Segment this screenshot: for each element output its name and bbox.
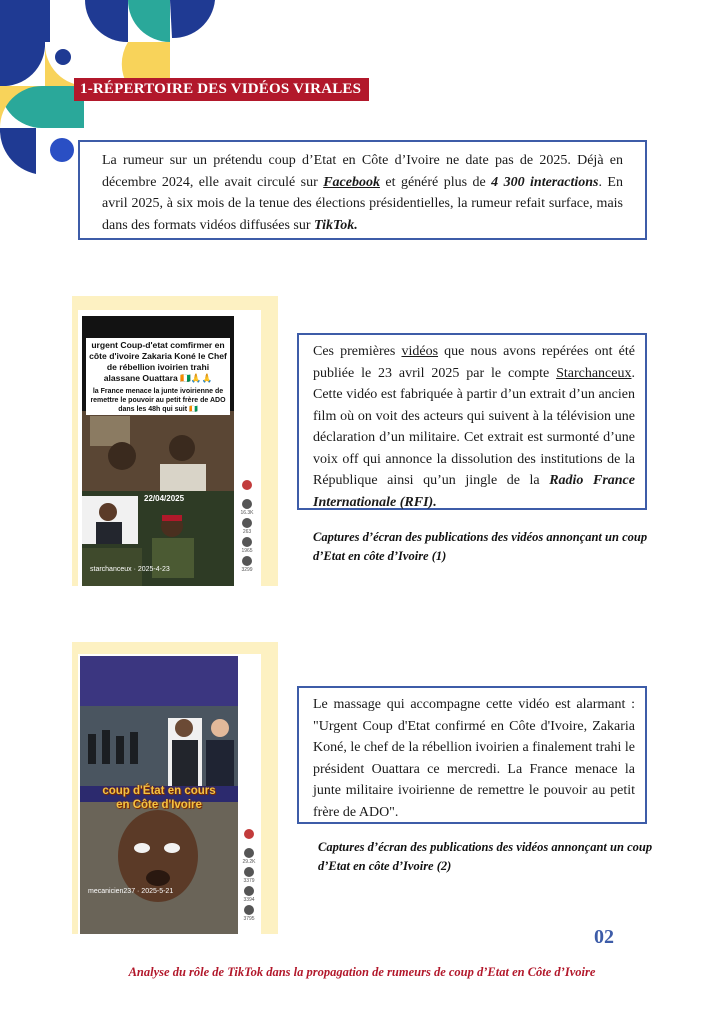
box2-text-3: . Cette vidéo est fabriquée à partir d’un extrait d’un ancien film où on voit des acteurs qui suivent à la télévision une déclaration d’un militaire. Cet extrait est surmonté d’une voix off qui annonce la dissolution des institutions de la République ainsi qu’un jingle de la bbox=[313, 365, 635, 488]
box2-text-2: que nous avons repérées ont été publiée le 23 avril 2025 par le compte bbox=[313, 344, 635, 381]
video-date: 22/04/2025 bbox=[144, 494, 185, 503]
like-count: 29.2K bbox=[242, 859, 256, 865]
account-name[interactable]: mecanicien237 · 2025-5-21 bbox=[88, 888, 174, 895]
video-frame bbox=[82, 316, 234, 586]
share-count: 3299 bbox=[241, 567, 253, 573]
account-link[interactable]: Starchanceux bbox=[556, 365, 632, 381]
page-footer: Analyse du rôle de TikTok dans la propagation de rumeurs de coup d’Etat en Côte d’Ivoire bbox=[128, 965, 596, 979]
video-headline: urgent Coup-d'etat comfirmer en côte d'ivoire Zakaria Koné le Chef de rébellion ivoirien trahi alassane Ouattara 🇨🇮🙏🙏 bbox=[86, 338, 230, 386]
interactions-count: 4 300 interactions bbox=[491, 174, 599, 190]
bookmark-count: 3394 bbox=[243, 897, 255, 903]
engagement-sidebar bbox=[239, 480, 255, 575]
video-overlay-text bbox=[80, 784, 238, 812]
tiktok-screenshot-2 bbox=[78, 654, 261, 934]
intro-text-2: et généré plus de bbox=[379, 174, 492, 190]
video-subheadline: la France menace la junte ivoirienne de remettre le pouvoir au petit frère de ADO dans les 48h qui suit 🇨🇮 bbox=[86, 386, 230, 415]
box2-text-1: Ces premières bbox=[313, 344, 402, 359]
caption-1: Captures d’écran des publications des vidéos annonçant un coup d’Etat en côte d’Ivoire (1) bbox=[313, 530, 648, 563]
bookmark-count: 1965 bbox=[241, 548, 253, 554]
comment-count: 3379 bbox=[243, 878, 255, 884]
avatar-icon[interactable] bbox=[244, 829, 254, 839]
heart-icon[interactable] bbox=[242, 499, 252, 509]
description-box-2: Le massage qui accompagne cette vidéo est alarmant : "Urgent Coup d'Etat confirmé en Côte d'Ivoire, Zakaria Koné, le chef de la rébellion ivoirien a finalement trahi le président Ouattara ce mercredi. La France menace la junte militaire ivoirienne de remettre le pouvoir au petit frère de ADO". bbox=[297, 686, 647, 824]
avatar-icon[interactable] bbox=[242, 480, 252, 490]
intro-text-3: . En avril 2025, à six mois de la tenue des élections présidentielles, la rumeur refait surface, mais dans des formats vidéos diffusées sur bbox=[102, 174, 623, 233]
section-title: 1-RÉPERTOIRE DES VIDÉOS VIRALES bbox=[74, 78, 369, 101]
video-frame bbox=[80, 656, 238, 934]
page-number: 02 bbox=[594, 926, 614, 948]
tiktok-screenshot-1 bbox=[78, 310, 261, 586]
overlay-line-1: coup d'État en cours bbox=[102, 785, 216, 797]
share-icon[interactable] bbox=[244, 905, 254, 915]
description-box-1 bbox=[297, 333, 647, 510]
comment-icon[interactable] bbox=[242, 518, 252, 528]
like-count: 16.3K bbox=[240, 510, 254, 516]
intro-text-1: La rumeur sur un prétendu coup d’Etat en Côte d’Ivoire ne date pas de 2025. Déjà en décembre 2024, elle avait circulé sur bbox=[102, 153, 623, 190]
comment-icon[interactable] bbox=[244, 867, 254, 877]
bookmark-icon[interactable] bbox=[244, 886, 254, 896]
tiktok-mention: TikTok. bbox=[314, 217, 358, 233]
comment-count: 263 bbox=[242, 529, 252, 535]
videos-link[interactable]: vidéos bbox=[401, 344, 439, 359]
bookmark-icon[interactable] bbox=[242, 537, 252, 547]
caption-2: Captures d’écran des publications des vidéos annonçant un coup d’Etat en côte d’Ivoire (2) bbox=[318, 840, 653, 873]
engagement-sidebar bbox=[241, 829, 257, 924]
share-count: 3795 bbox=[243, 916, 255, 922]
intro-box bbox=[78, 140, 647, 240]
heart-icon[interactable] bbox=[244, 848, 254, 858]
facebook-link[interactable]: Facebook bbox=[323, 174, 380, 190]
share-icon[interactable] bbox=[242, 556, 252, 566]
rfi-mention: Radio France Internationale (RFI). bbox=[313, 473, 635, 510]
account-name[interactable]: starchanceux · 2025-4-23 bbox=[90, 566, 170, 573]
overlay-line-2: en Côte d'Ivoire bbox=[116, 799, 202, 811]
